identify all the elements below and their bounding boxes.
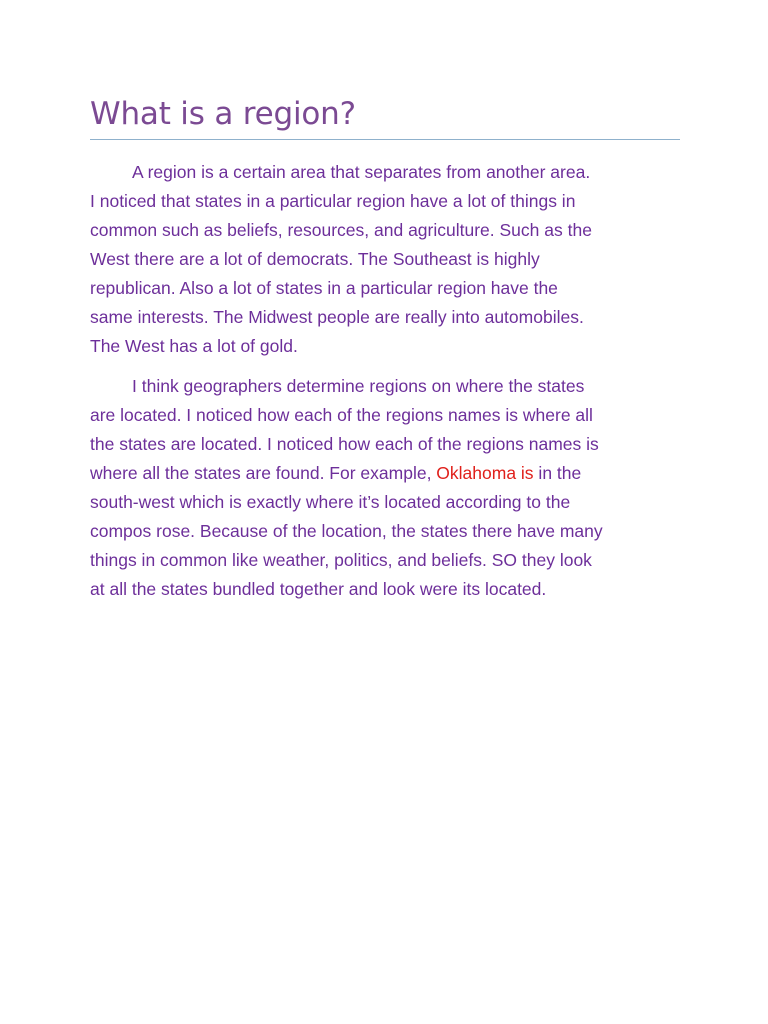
line-text: in the — [533, 463, 582, 483]
paragraph-2-line — [90, 459, 690, 488]
paragraph-1-line: West there are a lot of democrats. The Southeast is highly — [90, 249, 540, 269]
paragraph-2-line: the states are located. I noticed how each of the regions names is — [90, 434, 599, 454]
paragraph-1-line: I noticed that states in a particular region have a lot of things in — [90, 191, 576, 211]
paragraph-2-line: south-west which is exactly where it’s located according to the — [90, 492, 571, 512]
paragraph-1-line: The West has a lot of gold. — [90, 336, 298, 356]
paragraph-2-line: at all the states bundled together and look were its located. — [90, 579, 547, 599]
highlighted-text: Oklahoma is — [436, 463, 534, 483]
paragraph-2-line: are located. I noticed how each of the regions names is where all — [90, 405, 593, 425]
paragraph-2-line: things in common like weather, politics, and beliefs. SO they look — [90, 550, 592, 570]
paragraph-2 — [90, 372, 690, 604]
paragraph-2-line: compos rose. Because of the location, the states there have many — [90, 521, 603, 541]
paragraph-1-line: same interests. The Midwest people are really into automobiles. — [90, 307, 584, 327]
paragraph-1-line: A region is a certain area that separates from another area. — [132, 162, 591, 182]
paragraph-1-line: common such as beliefs, resources, and agriculture. Such as the — [90, 220, 592, 240]
title-underline — [90, 139, 680, 140]
page-title: What is a region? — [90, 96, 356, 132]
paragraph-1-line: republican. Also a lot of states in a particular region have the — [90, 278, 558, 298]
line-text: where all the states are found. For example, — [90, 463, 437, 483]
paragraph-1 — [90, 158, 690, 361]
paragraph-2-line: I think geographers determine regions on where the states — [132, 376, 585, 396]
